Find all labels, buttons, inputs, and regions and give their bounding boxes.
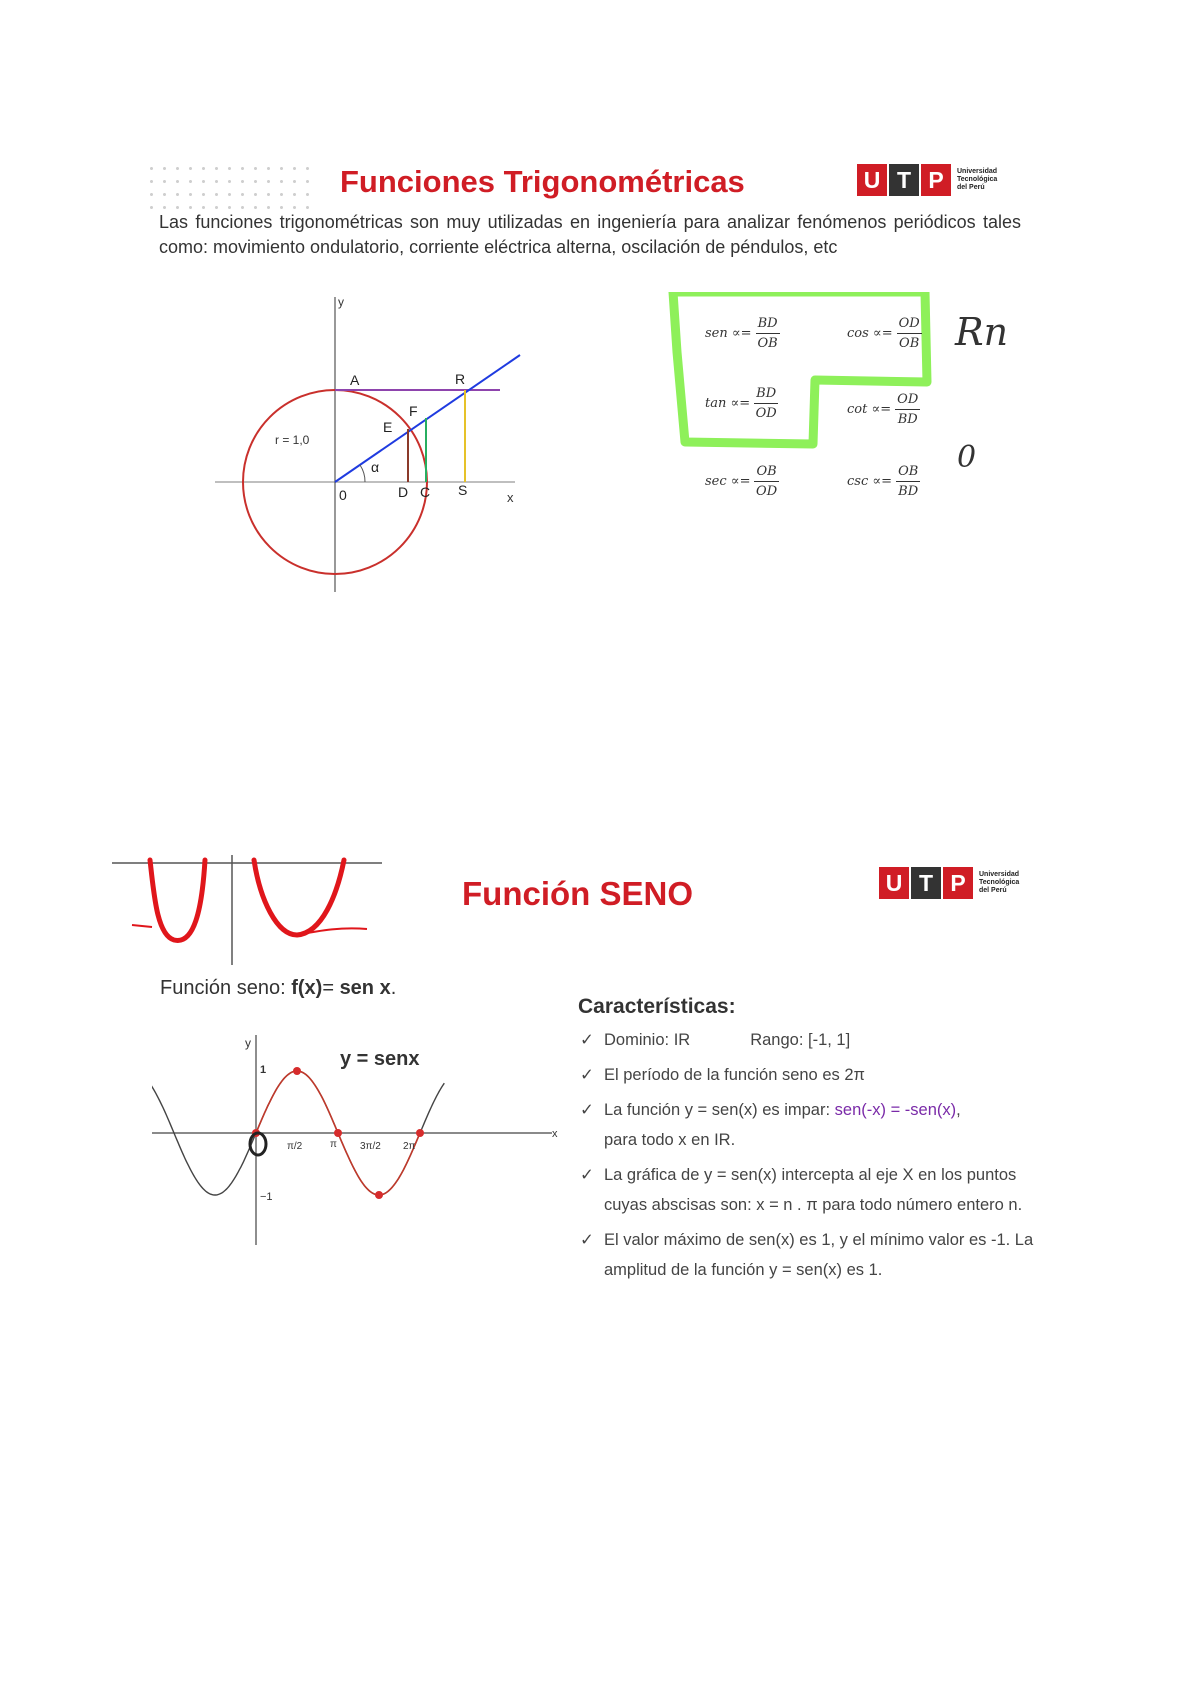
label-point-s: S [458, 482, 468, 498]
slide-sine-function [112, 855, 1042, 1350]
label-point-f: F [409, 403, 418, 419]
period-text: El período de la función seno es 2π [604, 1066, 865, 1084]
check-icon: ✓ [580, 1231, 594, 1249]
label-point-a: A [350, 372, 360, 388]
label-y-axis: y [338, 295, 344, 309]
sine-graph [152, 1035, 562, 1245]
odd-comma: , [956, 1101, 961, 1119]
characteristics-list [578, 1025, 1038, 1290]
label-point-d: D [398, 484, 409, 500]
logo-subtitle-line: del Perú [957, 184, 985, 191]
maxmin-text: El valor máximo de sen(x) es 1, y el mínimo valor es -1. La amplitud de la función y = sen(x) es 1. [604, 1231, 1034, 1279]
denominator: OD [755, 406, 777, 421]
denominator: OB [757, 336, 778, 351]
caption-text: = [322, 977, 340, 999]
handwritten-sketch [112, 855, 392, 965]
graph-label: y = senx [340, 1048, 420, 1070]
caption-bold: f(x) [291, 977, 323, 999]
tick-y-1: 1 [260, 1064, 267, 1076]
formula-name: cot ∝= [847, 402, 892, 417]
sine-key-point [293, 1067, 301, 1075]
list-item-period [578, 1060, 1038, 1090]
fraction [895, 392, 920, 427]
tick-x-2pi: 2π [403, 1141, 416, 1152]
fraction [897, 316, 922, 351]
label-point-e: E [383, 419, 393, 435]
tick-x-3pi-half: 3π/2 [360, 1141, 381, 1152]
odd-text: La función y = sen(x) es impar: [604, 1101, 835, 1119]
intercept-text: La gráfica de y = sen(x) intercepta al eje X en los puntos cuyas abscisas son: x = n . π para todo número entero n. [604, 1166, 1023, 1214]
check-icon: ✓ [580, 1166, 594, 1184]
fraction [754, 386, 778, 421]
logo-letter-t: T [911, 867, 941, 899]
fraction [754, 464, 778, 499]
numerator: OD [897, 316, 922, 334]
logo-letter-u: U [879, 867, 909, 899]
list-item-intercept [578, 1160, 1038, 1220]
logo-subtitle-line: Tecnológica [957, 176, 998, 183]
odd-text-2: para todo x en IR. [604, 1131, 736, 1149]
sine-key-point [416, 1129, 424, 1137]
formula-cos [847, 316, 922, 351]
fraction [896, 464, 920, 499]
characteristics-title: Características: [578, 995, 736, 1018]
odd-identity: sen(-x) = -sen(x) [834, 1101, 957, 1119]
dot-pattern [145, 162, 315, 212]
numerator: OB [896, 464, 920, 482]
tick-x-pi: π [330, 1139, 337, 1150]
logo-letter-t: T [889, 164, 919, 196]
intro-paragraph: Las funciones trigonométricas son muy utilizadas en ingeniería para analizar fenómenos periódicos tales como: movimiento ondulatorio, corriente eléctrica alterna, oscilación de péndulos, etc [159, 212, 1021, 257]
sine-key-point [334, 1129, 342, 1137]
graph-y-label: y [245, 1036, 251, 1050]
label-point-o: 0 [339, 487, 347, 503]
radius-line-or [335, 355, 520, 482]
label-point-c: C [420, 484, 431, 500]
list-item-odd [578, 1095, 1038, 1155]
caption-text: . [390, 977, 397, 999]
formula-name: tan ∝= [705, 396, 751, 411]
formula-name: sec ∝= [705, 474, 751, 489]
denominator: OB [899, 336, 920, 351]
denominator: BD [897, 412, 918, 427]
denominator: BD [898, 484, 919, 499]
numerator: OB [754, 464, 778, 482]
logo-subtitle-line: Universidad [957, 168, 998, 175]
numerator: BD [754, 386, 778, 404]
tick-x-pi-half: π/2 [287, 1141, 303, 1152]
slide-trig-functions [145, 150, 1025, 600]
check-icon: ✓ [580, 1066, 594, 1084]
handwritten-note-2: 0 [957, 440, 977, 475]
logo-letter-p: P [943, 867, 973, 899]
handwritten-note-1: Rn [955, 310, 1009, 354]
numerator: OD [895, 392, 920, 410]
label-point-r: R [455, 371, 466, 387]
range-text: Rango: [-1, 1] [750, 1031, 851, 1049]
tick-y-minus1: −1 [260, 1191, 273, 1203]
check-icon: ✓ [580, 1031, 594, 1049]
logo-subtitle-line: Tecnológica [979, 879, 1020, 886]
formula-name: sen ∝= [705, 326, 752, 341]
caption-text: Función seno: [160, 977, 292, 999]
formula-sen [705, 316, 780, 351]
check-icon: ✓ [580, 1101, 594, 1119]
logo-subtitle-line: Universidad [979, 871, 1020, 878]
slide2-title: Función SENO [462, 875, 693, 912]
label-x-axis: x [507, 490, 514, 505]
list-item-domain-range [578, 1025, 1038, 1055]
domain-text: Dominio: IR [604, 1031, 691, 1049]
formula-sec [705, 464, 779, 499]
denominator: OD [756, 484, 778, 499]
logo-subtitle [957, 168, 1009, 192]
formula-csc [847, 464, 920, 499]
formula-name: cos ∝= [847, 326, 893, 341]
logo-letter-u: U [857, 164, 887, 196]
logo-subtitle [979, 871, 1031, 895]
formula-tan [705, 386, 778, 421]
numerator: BD [756, 316, 780, 334]
utp-logo [857, 164, 1009, 196]
label-angle-alpha: α [371, 459, 380, 475]
sine-key-point [375, 1191, 383, 1199]
label-radius: r = 1,0 [275, 433, 310, 447]
utp-logo [879, 867, 1031, 899]
slide1-title: Funciones Trigonométricas [340, 164, 745, 199]
logo-letter-p: P [921, 164, 951, 196]
sine-caption [160, 977, 396, 1000]
graph-x-label: x [552, 1128, 558, 1140]
formula-cot [847, 392, 920, 427]
fraction [756, 316, 780, 351]
list-item-max-min [578, 1225, 1038, 1285]
angle-arc [360, 465, 365, 482]
caption-bold: sen x [339, 977, 391, 999]
logo-subtitle-line: del Perú [979, 887, 1007, 894]
unit-circle-diagram [215, 292, 635, 592]
formula-name: csc ∝= [847, 474, 893, 489]
